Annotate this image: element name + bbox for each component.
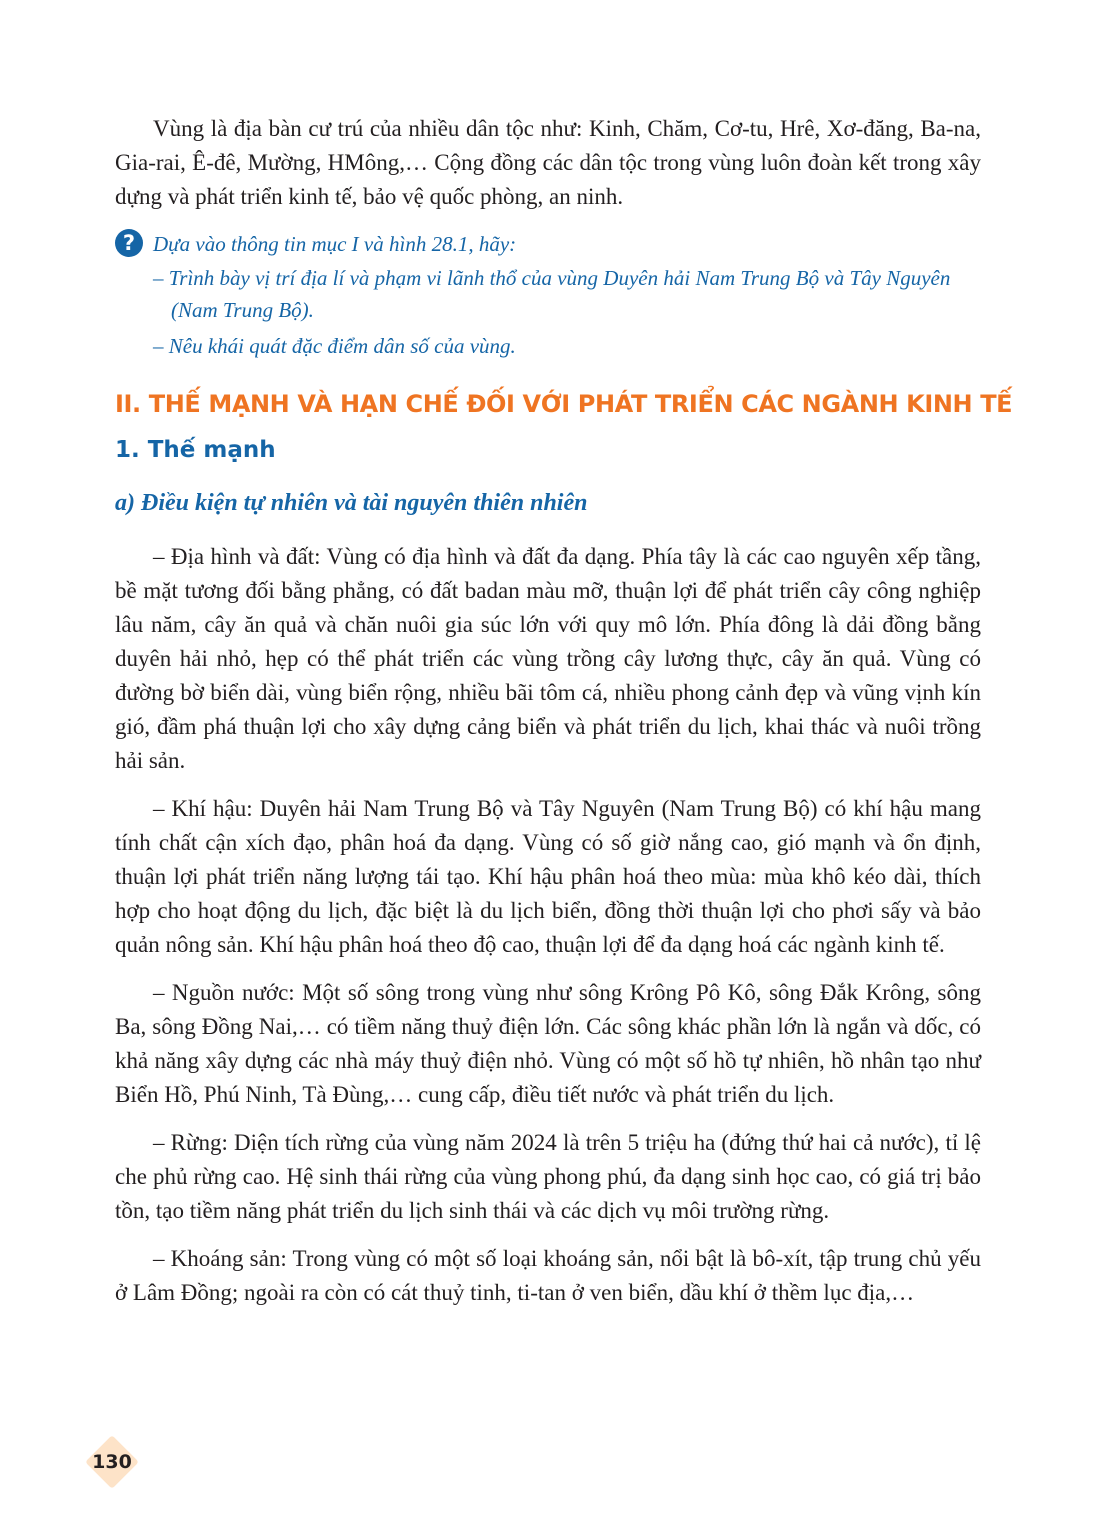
question-circle-icon: ?: [115, 229, 143, 257]
page-content: [115, 112, 1013, 1324]
paragraph-minerals: – Khoáng sản: Trong vùng có một số loại khoáng sản, nổi bật là bô-xít, tập trung chủ yếu ở Lâm Đồng; ngoài ra còn có cát thuỷ tinh, ti-tan ở ven biển, dầu khí ở thềm lục địa,…: [115, 1246, 981, 1305]
paragraph-water-resources: – Nguồn nước: Một số sông trong vùng như sông Krông Pô Kô, sông Đắk Krông, sông Ba, sông Đồng Nai,… có tiềm năng thuỷ điện lớn. Các sông khác phần lớn là ngắn và dốc, có khả năng xây dựng các nhà máy thuỷ điện nhỏ. Vùng có một số hồ tự nhiên, hồ nhân tạo như Biển Hồ, Phú Ninh, Tà Đùng,… cung cấp, điều tiết nước và phát triển du lịch.: [115, 980, 981, 1107]
paragraph-terrain-soil: – Địa hình và đất: Vùng có địa hình và đất đa dạng. Phía tây là các cao nguyên xếp tầng, bề mặt tương đối bằng phẳng, có đất badan màu mỡ, thuận lợi để phát triển cây công nghiệp lâu năm, cây ăn quả và chăn nuôi gia súc lớn với quy mô lớn. Phía đông là dải đồng bằng duyên hải nhỏ, hẹp có thể phát triển các vùng trồng cây lương thực, cây ăn quả. Vùng có đường bờ biển dài, vùng biển rộng, nhiều bãi tôm cá, nhiều phong cảnh đẹp và vũng vịnh kín gió, đầm phá thuận lợi cho xây dựng cảng biển và phát triển du lịch, khai thác và nuôi trồng hải sản.: [115, 544, 981, 773]
page-number-badge: [84, 1434, 140, 1490]
subsubsection-heading: a) Điều kiện tự nhiên và tài nguyên thiên nhiên: [115, 490, 588, 516]
intro-paragraph: Vùng là địa bàn cư trú của nhiều dân tộc như: Kinh, Chăm, Cơ-tu, Hrê, Xơ-đăng, Ba-na, Gia-rai, Ê-đê, Mường, HMông,… Cộng đồng các dân tộc trong vùng luôn đoàn kết trong xây dựng và phát triển kinh tế, bảo vệ quốc phòng, an ninh.: [115, 116, 981, 209]
question-item: – Trình bày vị trí địa lí và phạm vi lãnh thổ của vùng Duyên hải Nam Trung Bộ và Tây Nguyên (Nam Trung Bộ).: [153, 266, 951, 322]
page-number: 130: [92, 1451, 132, 1473]
paragraph-forest: – Rừng: Diện tích rừng của vùng năm 2024 là trên 5 triệu ha (đứng thứ hai cả nước), tỉ lệ che phủ rừng cao. Hệ sinh thái rừng của vùng phong phú, đa dạng sinh học cao, có giá trị bảo tồn, tạo tiềm năng phát triển du lịch sinh thái và các dịch vụ môi trường rừng.: [115, 1130, 981, 1223]
question-item: – Nêu khái quát đặc điểm dân số của vùng.: [153, 334, 516, 358]
subsection-heading: 1. Thế mạnh: [115, 437, 276, 463]
paragraph-climate: – Khí hậu: Duyên hải Nam Trung Bộ và Tây Nguyên (Nam Trung Bộ) có khí hậu mang tính chất cận xích đạo, phân hoá đa dạng. Vùng có số giờ nắng cao, gió mạnh và ổn định, thuận lợi phát triển năng lượng tái tạo. Khí hậu phân hoá theo mùa: mùa khô kéo dài, thích hợp cho hoạt động du lịch, đặc biệt là du lịch biển, đồng thời thuận lợi cho phơi sấy và bảo quản nông sản. Khí hậu phân hoá theo độ cao, thuận lợi để đa dạng hoá các ngành kinh tế.: [115, 796, 981, 957]
question-intro: Dựa vào thông tin mục I và hình 28.1, hãy:: [153, 232, 517, 256]
question-box: [115, 228, 981, 362]
section-heading: II. THẾ MẠNH VÀ HẠN CHẾ ĐỐI VỚI PHÁT TRIỂN CÁC NGÀNH KINH TẾ: [115, 390, 1013, 418]
